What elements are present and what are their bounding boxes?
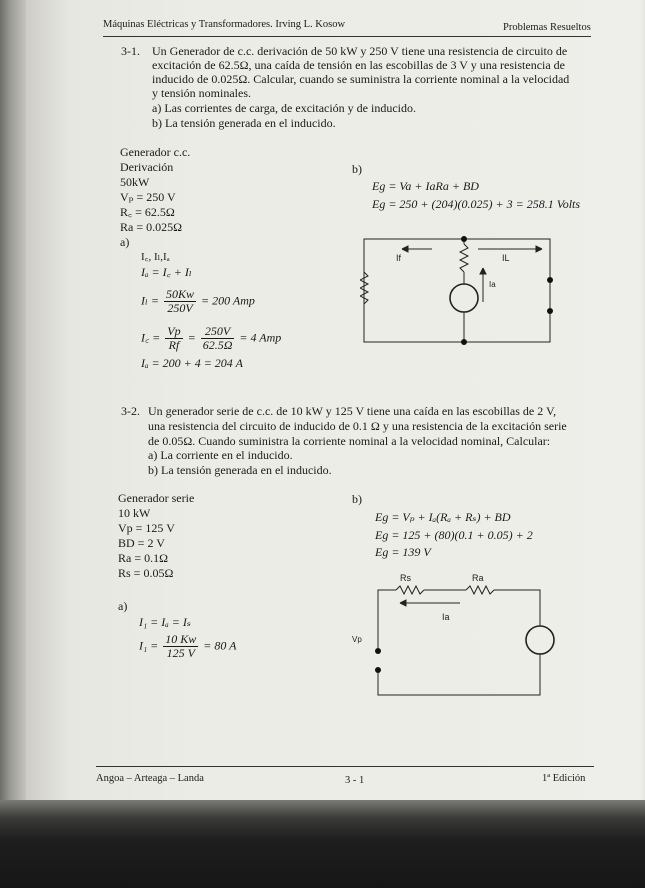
p1-given-5: R꜀ = 62.5Ω (120, 205, 175, 219)
problem-1-number: 3-1. (121, 44, 140, 58)
p2-given-4: BD = 2 V (118, 536, 165, 550)
p2-ra-resistor (466, 586, 494, 594)
p2-eq-b-2: Eg = 125 + (80)(0.1 + 0.05) + 2 (375, 528, 533, 542)
p1-eq-3-num-2: 250V (201, 325, 235, 339)
p2-rs-label: Rs (400, 573, 411, 583)
p1-eq-2-rhs: = 200 Amp (201, 293, 255, 308)
p2-ia-label: Ia (442, 612, 450, 622)
p2-vp-label: Vp (352, 635, 362, 644)
p2-eq-2-rhs: = 80 A (203, 638, 237, 653)
p1-eq-3 (141, 325, 281, 352)
p1-eq-2-lhs: Iₗ = (141, 293, 160, 308)
p1-branch-resistor (460, 244, 468, 272)
p2-generator (526, 626, 554, 654)
p2-bottom-wire (378, 654, 540, 695)
p2-given-3: Vp = 125 V (118, 521, 175, 535)
p1-if-label: If (396, 253, 402, 263)
problem-2-line-3: de 0.05Ω. Cuando suministra la corriente nominal a la velocidad nominal, Calcular: (148, 434, 551, 448)
p1-eq-2-fraction (164, 288, 196, 315)
p2-ia-arrowhead (400, 600, 406, 606)
p1-eq-2 (141, 288, 255, 315)
p1-eq-4: Iₐ = 200 + 4 = 204 A (141, 356, 243, 370)
p2-eq-b-3: Eg = 139 V (375, 545, 431, 559)
problem-1-line-2: excitación de 62.5Ω, una caída de tensión en las escobillas de 3 V y una resistencia de (152, 58, 566, 72)
problem-2-line-1: Un generador serie de c.c. de 10 kW y 125 V tiene una caída en las escobillas de 2 V, (148, 404, 557, 418)
p2-circuit-diagram (350, 558, 560, 700)
p2-part-a-label: a) (118, 599, 128, 613)
p1-if-arrowhead (402, 246, 408, 252)
p2-terminal-plus (375, 648, 381, 654)
footer-page-number: 3 - 1 (345, 775, 365, 786)
p1-circuit-diagram (360, 230, 556, 348)
p2-eq-1: I₁ = Iₐ = Iₛ (139, 615, 191, 629)
problem-2-item-b: b) La tensión generada en el inducido. (148, 463, 332, 477)
p2-eq-b-1: Eg = Vₚ + Iₐ(Rₐ + Rₛ) + BD (375, 510, 511, 524)
p1-given-3: 50kW (120, 175, 150, 189)
p2-eq-2-num: 10 Kw (165, 632, 197, 646)
problem-1-line-3: inducido de 0.025Ω. Calcular, cuando se suministra la corriente nominal a la velocidad (152, 72, 570, 86)
p1-node-bottom (461, 339, 467, 345)
footer-edition: 1ª Edición (542, 773, 586, 784)
header-rule (103, 36, 591, 37)
p2-eq-2-fraction (163, 633, 198, 660)
p2-ra-label: Ra (472, 573, 484, 583)
problem-1-item-b: b) La tensión generada en el inducido. (152, 116, 336, 130)
p1-ia-label: Ia (489, 280, 496, 289)
p1-given-1: Generador c.c. (120, 145, 191, 159)
p1-eq-2-den: 250V (167, 301, 193, 315)
problem-1-line-1: Un Generador de c.c. derivación de 50 kW y 250 V tiene una resistencia de circuito de (152, 44, 568, 58)
problem-2-line-2: una resistencia del circuito de inducido de 0.1 Ω y una resistencia de la excitación serie (148, 419, 567, 433)
p2-given-1: Generador serie (118, 491, 195, 505)
problem-2-item-a: a) La corriente en el inducido. (148, 448, 293, 462)
p1-eq-3-den-1: Rf (168, 338, 180, 352)
p1-eq-3-rhs: = 4 Amp (239, 330, 282, 345)
p2-rs-resistor (396, 586, 424, 594)
p1-terminal-plus (547, 277, 553, 283)
p2-terminal-minus (375, 667, 381, 673)
p1-generator (450, 284, 478, 312)
p1-il-arrowhead (536, 246, 542, 252)
p2-given-2: 10 kW (118, 506, 151, 520)
p1-eq-3-mid: = (187, 330, 196, 345)
header-book-title: Máquinas Eléctricas y Transformadores. Irving L. Kosow (103, 19, 346, 30)
p1-terminal-minus (547, 308, 553, 314)
p1-eq-3-lhs: I꜀ = (141, 330, 161, 345)
problem-1-line-4: y tensión nominales. (152, 86, 251, 100)
p2-eq-2-lhs: I₁ = (139, 638, 159, 653)
p2-given-5: Ra = 0.1Ω (118, 551, 169, 565)
p1-ia-arrowhead (480, 268, 486, 274)
p1-given-2: Derivación (120, 160, 174, 174)
p1-eq-3-den-2: 62.5Ω (202, 338, 233, 352)
p1-node-top (461, 236, 467, 242)
book-binding-shadow (0, 0, 26, 820)
p2-left-wire-top (378, 590, 396, 648)
p2-part-b-label: b) (352, 492, 362, 506)
p1-part-b-label: b) (352, 162, 362, 176)
p2-eq-2 (139, 633, 237, 660)
p1-given-6: Ra = 0.025Ω (120, 220, 183, 234)
scan-dark-margin (0, 800, 645, 888)
header-section-title: Problemas Resueltos (503, 22, 591, 33)
p1-eq-b-1: Eg = Va + IaRa + BD (372, 179, 479, 193)
p1-il-label: IL (502, 253, 510, 263)
p1-part-a-subscripts: I꜀, Iₗ,Iₐ (141, 251, 170, 263)
p2-right-wire-top (494, 590, 540, 626)
p1-eq-b-2: Eg = 250 + (204)(0.025) + 3 = 258.1 Volts (372, 197, 581, 211)
p2-eq-2-den: 125 V (166, 646, 195, 660)
p1-eq-1: Iₐ = I꜀ + Iₗ (141, 265, 192, 279)
p1-given-4: Vₚ = 250 V (120, 190, 176, 204)
problem-1-item-a: a) Las corrientes de carga, de excitación y de inducido. (152, 101, 416, 115)
footer-authors: Angoa – Arteaga – Landa (96, 773, 204, 784)
p1-eq-3-num-1: Vp (167, 324, 181, 338)
p2-given-6: Rs = 0.05Ω (118, 566, 174, 580)
problem-2-number: 3-2. (121, 404, 140, 418)
p1-eq-2-num: 50Kw (166, 287, 195, 301)
p1-circuit-frame (364, 239, 550, 342)
p1-eq-3-fraction-1 (165, 325, 182, 352)
footer-rule (96, 766, 594, 767)
p1-part-a-label: a) (120, 235, 130, 249)
p1-eq-3-fraction-2 (201, 325, 235, 352)
